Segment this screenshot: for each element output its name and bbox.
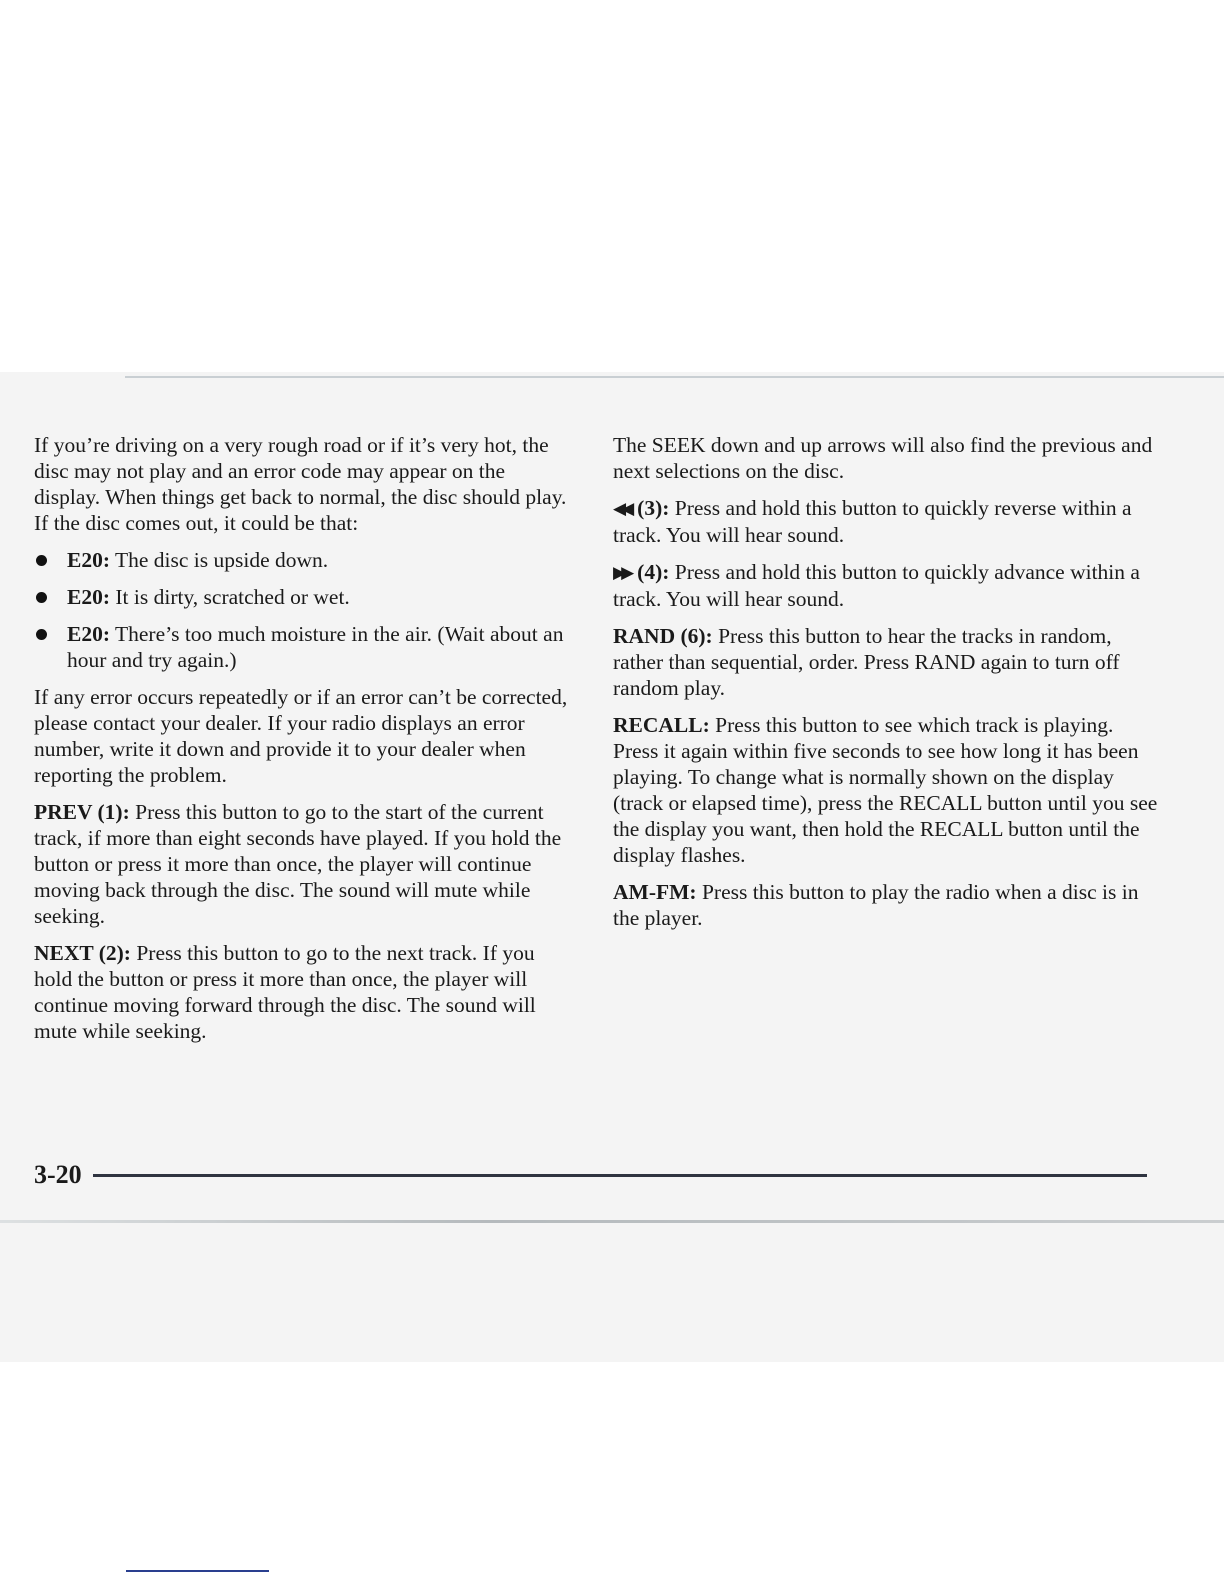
forward-label: (4):: [637, 560, 670, 584]
rand-button-description: [613, 623, 1158, 701]
list-item: [34, 584, 574, 610]
rand-text: Press this button to hear the tracks in random, rather than sequential, order. Press RAND again to turn off random play.: [613, 624, 1120, 700]
reverse-button-description: [613, 495, 1158, 548]
recall-label: RECALL:: [613, 713, 710, 737]
amfm-button-description: [613, 879, 1158, 931]
amfm-label: AM-FM:: [613, 880, 697, 904]
error-description: There’s too much moisture in the air. (Wait about an hour and try again.): [67, 622, 564, 672]
bullet-icon: [36, 555, 47, 566]
recall-button-description: [613, 712, 1158, 868]
list-item: [34, 547, 574, 573]
intro-paragraph: If you’re driving on a very rough road or if it’s very hot, the disc may not play and an error code may appear on the display. When things get back to normal, the disc should play. If the disc comes out, it could be that:: [34, 433, 567, 535]
next-label: NEXT (2):: [34, 941, 131, 965]
prev-text: Press this button to go to the start of the current track, if more than eight seconds have played. If you hold the button or press it more than once, the player will continue moving back through the disc. The sound will mute while seeking.: [34, 800, 562, 928]
error-note-paragraph: If any error occurs repeatedly or if an error can’t be corrected, please contact your dealer. If your radio displays an error number, write it down and provide it to your dealer when reporting the problem.: [34, 685, 568, 787]
fast-forward-icon: ▶▶: [613, 563, 630, 582]
page-number: 3-20: [34, 1160, 82, 1189]
seek-note-paragraph: The SEEK down and up arrows will also find the previous and next selections on the disc.: [613, 433, 1153, 483]
footer-divider: [93, 1174, 1147, 1177]
left-column: [34, 432, 574, 1055]
recall-text: Press this button to see which track is playing. Press it again within five seconds to see how long it has been playing. To change what is normally shown on the display (track or elapsed time), press the RECALL button until you see the display you want, then hold the RECALL button until the display flashes.: [613, 713, 1158, 867]
error-code: E20:: [67, 548, 110, 572]
prev-button-description: [34, 799, 574, 929]
error-code: E20:: [67, 585, 110, 609]
prev-label: PREV (1):: [34, 800, 130, 824]
next-text: Press this button to go to the next track. If you hold the button or press it more than once, the player will continue moving forward through the disc. The sound will mute while seeking.: [34, 941, 536, 1043]
list-item: [34, 621, 574, 673]
error-description: The disc is upside down.: [110, 548, 329, 572]
bullet-icon: [36, 592, 47, 603]
top-divider: [125, 376, 1224, 378]
bottom-divider: [0, 1220, 1224, 1223]
bottom-underline: [126, 1570, 269, 1572]
forward-text: Press and hold this button to quickly advance within a track. You will hear sound.: [613, 560, 1140, 611]
rand-label: RAND (6):: [613, 624, 713, 648]
next-button-description: [34, 940, 574, 1044]
reverse-label: (3):: [637, 496, 670, 520]
forward-button-description: [613, 559, 1158, 612]
error-code: E20:: [67, 622, 110, 646]
amfm-text: Press this button to play the radio when a disc is in the player.: [613, 880, 1139, 930]
error-description: It is dirty, scratched or wet.: [110, 585, 350, 609]
error-code-list: [34, 547, 574, 673]
bullet-icon: [36, 629, 47, 640]
reverse-text: Press and hold this button to quickly reverse within a track. You will hear sound.: [613, 496, 1132, 547]
right-column: [613, 432, 1158, 942]
rewind-icon: ◀◀: [613, 499, 630, 518]
